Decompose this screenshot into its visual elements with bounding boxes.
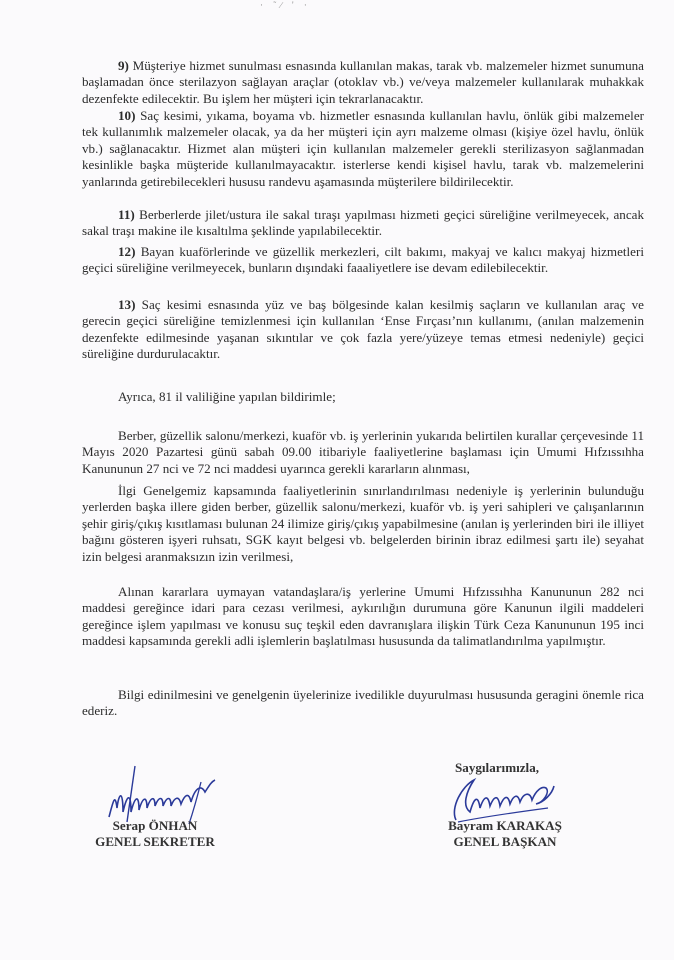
paragraph-bilgi (82, 687, 644, 720)
item-number: 11) (118, 207, 135, 222)
item-9 (82, 58, 644, 107)
item-10 (82, 108, 644, 190)
item-text: Berberlerde jilet/ustura ile sakal tıraşı yapılması hizmeti geçici süreliğine verilmeyecek, ancak sakal traşı makine ile kısaltılma şeklinde yapılabilecektir. (82, 207, 644, 239)
signatory-title: GENEL SEKRETER (95, 834, 215, 849)
item-11 (82, 207, 644, 240)
header-marks: · ˜∕ ' · (260, 0, 311, 10)
paragraph-ayrica (82, 389, 644, 405)
signatory-name: Serap ÖNHAN (112, 818, 198, 833)
paragraph-text: Berber, güzellik salonu/merkezi, kuaför vb. iş yerlerinin yukarıda belirtilen kurallar çerçevesinde 11 Mayıs 2020 Pazartesi günü sabah 09.00 itibariyle faaliyetlerine başlaması için Umumi Hıfzıssıhha Kanununun 27 nci ve 72 nci maddesi uyarınca gerekli kararların alınması, (82, 428, 644, 476)
signatory-secretary (90, 818, 220, 850)
signatory-name: Bayram KARAKAŞ (448, 818, 562, 833)
closing-salutation: Saygılarımızla, (455, 760, 540, 775)
signatory-president (435, 818, 575, 850)
item-number: 9) (118, 58, 129, 73)
paragraph-text: Bilgi edinilmesini ve genelgenin üyelerinize ivedilikle duyurulması hususunda geragini önemle rica ederiz. (82, 687, 644, 719)
item-number: 10) (118, 108, 136, 123)
item-number: 13) (118, 297, 136, 312)
paragraph-text: Ayrıca, 81 il valiliğine yapılan bildirimle; (118, 389, 336, 404)
item-number: 12) (118, 244, 136, 259)
item-text: Bayan kuaförlerinde ve güzellik merkezleri, cilt bakımı, makyaj ve kalıcı makyaj hizmetleri geçici süreliğine verilmeyecek, bunların dışındaki faaaliyetlere ise devam edilebilecektir. (82, 244, 644, 276)
paragraph-text: İlgi Genelgemiz kapsamında faaliyetlerinin sınırlandırılması nedeniyle iş yerlerinin bulunduğu yerlerden başka illere giden berber, güzellik salonu/merkezi, kuaför vb. iş yeri sahipleri ve çalışanlarının şehir giriş/çıkış kısıtlaması bulunan 24 ilimize giriş/çıkış yapabilmesine (anılan iş yerlerinden biri ile illiyet bağını gösteren işyeri ruhsatı, SGK kayıt belgesi vb. belgelerden birinin ibraz edilmesi şartı ile) seyahat izin belgesi aranmaksızın izin verilmesi, (82, 483, 644, 564)
paragraph-alinan (82, 584, 644, 650)
item-13 (82, 297, 644, 363)
paragraph-ilgi (82, 483, 644, 565)
paragraph-text: Alınan kararlara uymayan vatandaşlara/iş yerlerine Umumi Hıfzıssıhha Kanununun 282 nci maddesi gereğince idari para cezası verilmesi, aykırılığın durumuna göre Kanunun ilgili maddeleri gereğince işlem yapılması ve konusu suç teşkil eden davranışlara ilişkin Türk Ceza Kanununun 195 inci maddesi kapsamında gerekli adli işlemlerin başlatılması hususunda da talimatlandırılma yapılmıştır. (82, 584, 644, 649)
item-text: Saç kesimi esnasında yüz ve baş bölgesinde kalan kesilmiş saçların ve kullanılan araç ve gerecin geçici süreliğine temizlenmesi için kullanılan ‘Ense Fırçası’nın kullanımı, (anılan malzemenin dezenfekte edilmesinde yaşanan sıkıntılar ve çok fazla yere/yüzeye temas etmesi nedeniyle) geçici süreliğine durdurulacaktır. (82, 297, 644, 362)
item-text: Saç kesimi, yıkama, boyama vb. hizmetler esnasında kullanılan havlu, önlük gibi malzemeler tek kullanımlık malzemeler olacak, ya da her müşteri için ayrı malzeme olması (kişiye özel havlu, önlük vb.) sağlanacaktır. Hizmet alan müşteri için kullanılan malzemeler gerekli sterilizasyon sağlanmadan kesinlikle başka müşteride kullanılmayacaktır. isterlerse kendi kişisel havlu, tarak vb. malzemelerini yanlarında getirebilecekleri hususu randevu aşamasında müşterilere bildirilecektir. (82, 108, 644, 189)
item-12 (82, 244, 644, 277)
signatory-title: GENEL BAŞKAN (453, 834, 557, 849)
item-text: Müşteriye hizmet sunulması esnasında kullanılan makas, tarak vb. malzemeler hizmet sunumuna başlamadan önce sterilazyon sağlayan araçlar (otoklav vb.) ve/veya malzemeler kullanılarak muhakkak dezenfekte edilecektir. Bu işlem her müşteri için tekrarlanacaktır. (82, 58, 644, 106)
paragraph-berber (82, 428, 644, 477)
